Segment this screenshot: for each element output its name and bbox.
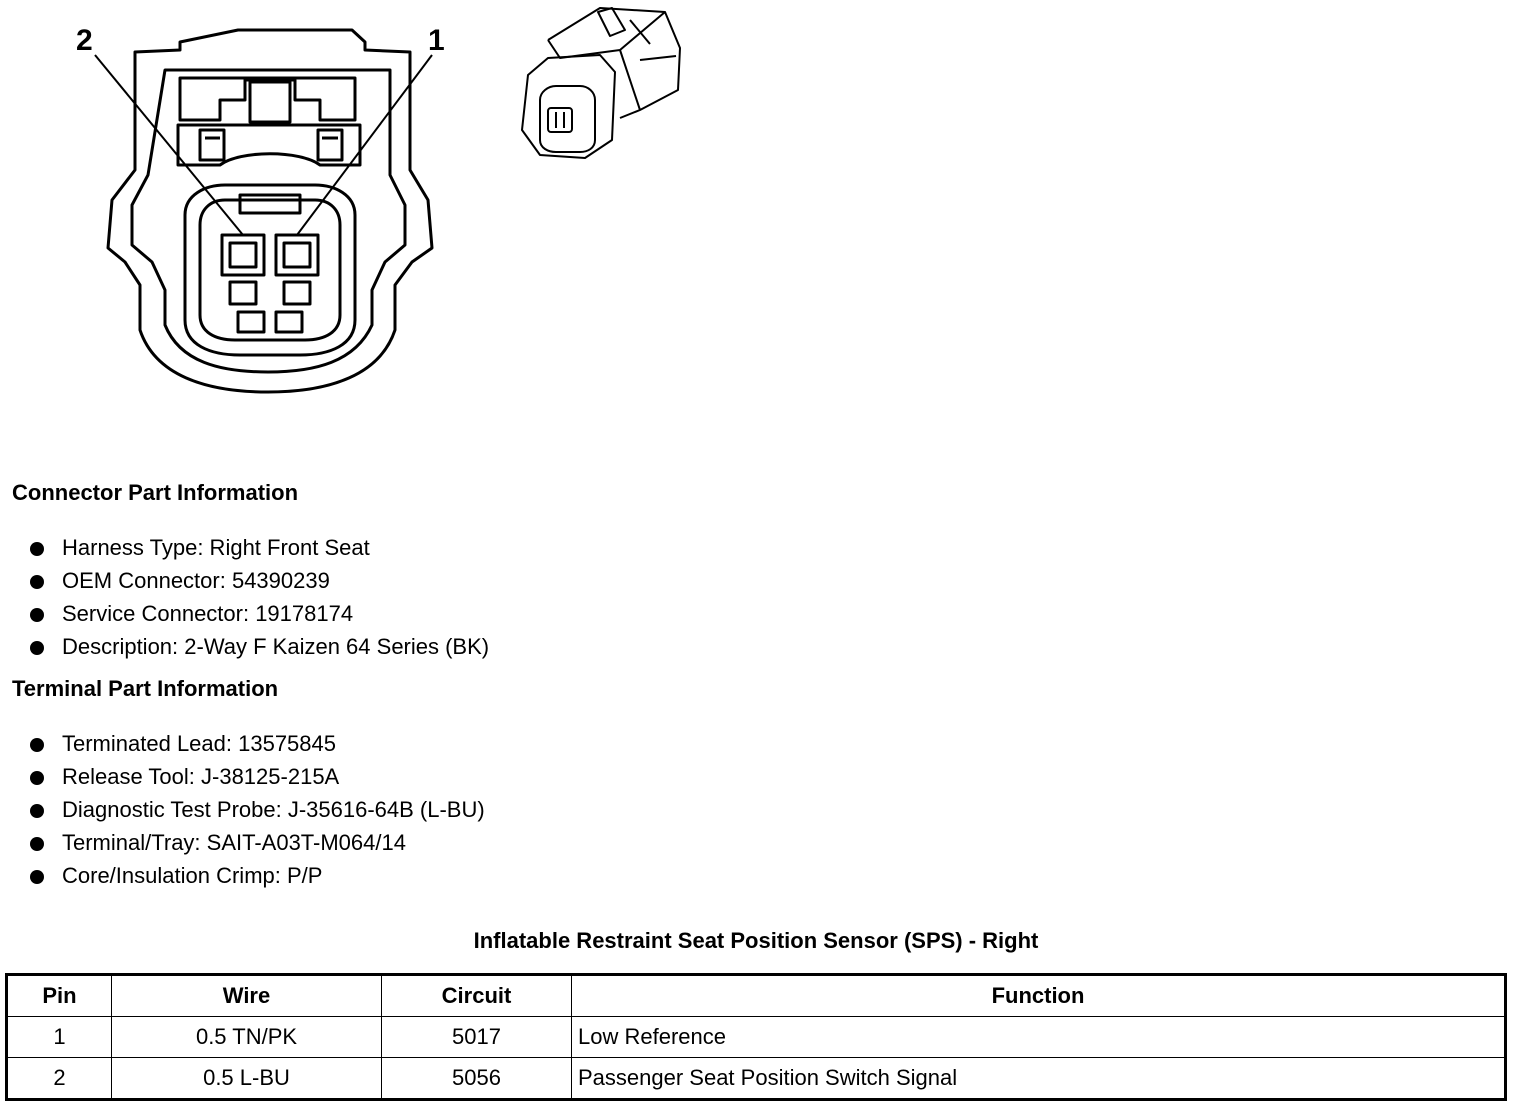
circuit-cell: 5056 xyxy=(382,1058,572,1100)
list-item: Diagnostic Test Probe: J-35616-64B (L-BU) xyxy=(28,793,485,826)
column-header-pin: Pin xyxy=(7,975,112,1017)
wire-cell: 0.5 TN/PK xyxy=(112,1017,382,1058)
function-cell: Passenger Seat Position Switch Signal xyxy=(572,1058,1506,1100)
terminal-part-info-list xyxy=(28,727,485,892)
table-title: Inflatable Restraint Seat Position Sensor (SPS) - Right xyxy=(473,928,1039,953)
list-item: Service Connector: 19178174 xyxy=(28,597,489,630)
function-cell: Low Reference xyxy=(572,1017,1506,1058)
bullet-icon xyxy=(30,608,44,622)
column-header-circuit: Circuit xyxy=(382,975,572,1017)
terminal-part-info-heading: Terminal Part Information xyxy=(12,676,279,701)
table-header-row xyxy=(7,975,1506,1017)
list-item: OEM Connector: 54390239 xyxy=(28,564,489,597)
bullet-icon xyxy=(30,870,44,884)
table-row xyxy=(7,1017,1506,1058)
connector-diagram xyxy=(0,0,700,420)
column-header-function: Function xyxy=(572,975,1506,1017)
list-item: Description: 2-Way F Kaizen 64 Series (BK) xyxy=(28,630,489,663)
connector-iso-view xyxy=(522,8,680,158)
bullet-icon xyxy=(30,575,44,589)
list-item: Core/Insulation Crimp: P/P xyxy=(28,859,485,892)
pinout-table xyxy=(5,973,1507,1101)
circuit-cell: 5017 xyxy=(382,1017,572,1058)
bullet-icon xyxy=(30,542,44,556)
pin-label-1: 1 xyxy=(428,24,445,57)
bullet-icon xyxy=(30,771,44,785)
connector-part-info-heading: Connector Part Information xyxy=(12,480,299,505)
bullet-icon xyxy=(30,837,44,851)
list-item: Release Tool: J-38125-215A xyxy=(28,760,485,793)
connector-part-info-list xyxy=(28,531,489,663)
bullet-icon xyxy=(30,738,44,752)
pin-cell: 2 xyxy=(7,1058,112,1100)
bullet-icon xyxy=(30,641,44,655)
table-row xyxy=(7,1058,1506,1100)
pin-label-2: 2 xyxy=(76,24,93,57)
pin-cell: 1 xyxy=(7,1017,112,1058)
column-header-wire: Wire xyxy=(112,975,382,1017)
list-item: Harness Type: Right Front Seat xyxy=(28,531,489,564)
list-item: Terminated Lead: 13575845 xyxy=(28,727,485,760)
bullet-icon xyxy=(30,804,44,818)
wire-cell: 0.5 L-BU xyxy=(112,1058,382,1100)
list-item: Terminal/Tray: SAIT-A03T-M064/14 xyxy=(28,826,485,859)
